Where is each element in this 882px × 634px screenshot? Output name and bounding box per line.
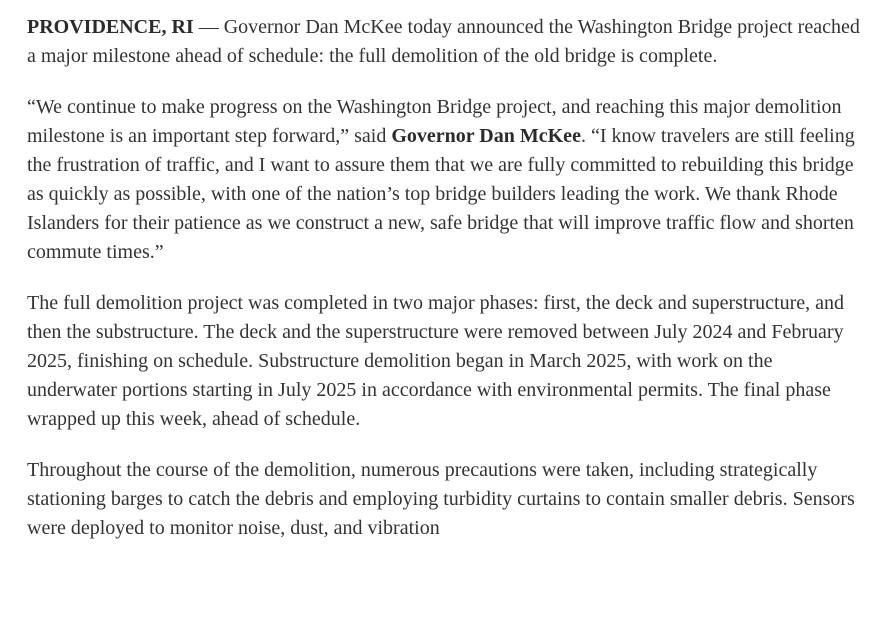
dateline: PROVIDENCE, RI [27, 16, 194, 38]
paragraph-quote [27, 93, 867, 267]
lede-text: — Governor Dan McKee today announced the Washington Bridge project reached a major milestone ahead of schedule: the full demolition of the old bridge is complete. [27, 16, 860, 67]
paragraph-phases [27, 289, 867, 434]
paragraph-precautions [27, 456, 867, 543]
attribution-name: Governor Dan McKee [391, 125, 581, 147]
article-body [27, 13, 867, 543]
paragraph-lede [27, 13, 867, 71]
quote-text-before-attribution: “We continue to make progress on the Washington Bridge project, and reaching this major demolition milestone is an important step forward,” said [27, 96, 842, 147]
phases-text: The full demolition project was completed in two major phases: first, the deck and superstructure, and then the substructure. The deck and the superstructure were removed between July 2024 and February 2025, finishing on schedule. Substructure demolition began in March 2025, with work on the underwater portions starting in July 2025 in accordance with environmental permits. The final phase wrapped up this week, ahead of schedule. [27, 292, 844, 430]
quote-text-after-attribution: . “I know travelers are still feeling the frustration of traffic, and I want to assure them that we are fully committed to rebuilding this bridge as quickly as possible, with one of the nation’s top bridge builders leading the work. We thank Rhode Islanders for their patience as we construct a new, safe bridge that will improve traffic flow and shorten commute times.” [27, 125, 855, 263]
precautions-text: Throughout the course of the demolition, numerous precautions were taken, including strategically stationing barges to catch the debris and employing turbidity curtains to contain smaller debris. Sensors were deployed to monitor noise, dust, and vibration [27, 459, 855, 539]
